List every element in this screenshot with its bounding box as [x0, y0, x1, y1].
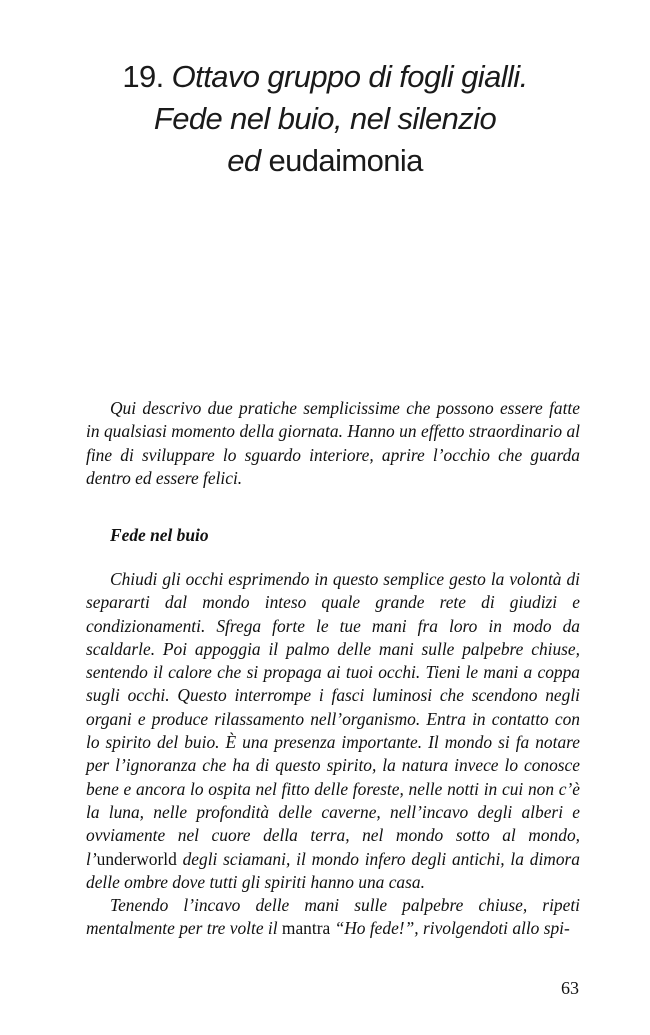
chapter-title	[0, 56, 650, 182]
chapter-title-line-2	[0, 98, 650, 140]
chapter-title-text-2: Fede nel buio, nel silenzio	[153, 101, 497, 136]
body-paragraph-1	[86, 568, 580, 894]
body-paragraph-1-part-a: Chiudi gli occhi esprimendo in questo semplice gesto la volontà di separarti dal mondo inteso quale grande rete di giudizi e condizionamenti. Sfrega forte le tue mani fra loro in modo da scaldarle. Poi appoggia il palmo delle mani sulle palpebre chiuse, sentendo il calore che si propaga ai tuoi occhi. Tieni le mani a coppa sugli occhi. Questo interrompe i fasci luminosi che scendono negli organi e produce rilassamento nell’organismo. Entra in contatto con lo spirito del buio. È una presenza importante. Il mondo si fa notare per l’ignoranza che ha di questo spirito, la natura invece lo conosce bene e ancora lo ospita nel fitto delle foreste, nelle notti in cui non c’è la luna, nelle profondità delle caverne, nell’incavo degli alberi e ovviamente nel cuore della terra, nel mondo sotto al mondo, l’	[86, 569, 580, 869]
intro-block	[86, 397, 580, 490]
body-paragraph-1-term: underworld	[96, 848, 177, 869]
chapter-title-text-1: Ottavo gruppo di fogli gialli.	[171, 59, 528, 94]
page-number: 63	[561, 978, 579, 998]
body-paragraph-1-part-b: degli sciamani, il mondo infero degli antichi, la dimora delle ombre dove tutti gli spiriti hanno una casa.	[86, 848, 580, 892]
chapter-title-text-3a: ed	[227, 143, 261, 178]
chapter-title-line-3	[0, 140, 650, 182]
intro-paragraph: Qui descrivo due pratiche semplicissime che possono essere fatte in qualsiasi momento della giornata. Hanno un effetto straordinario al fine di sviluppare lo sguardo interiore, aprire l’occhio che guarda dentro ed essere felici.	[86, 398, 580, 488]
section-body	[86, 568, 580, 941]
body-paragraph-2-part-b: “Ho fede!”, rivolgendoti allo spi-	[330, 918, 570, 939]
chapter-number: 19.	[122, 59, 164, 94]
section-heading: Fede nel buio	[110, 525, 209, 545]
body-paragraph-2	[86, 894, 580, 941]
chapter-title-line-1	[0, 56, 650, 98]
body-paragraph-2-term: mantra	[281, 918, 331, 939]
body-paragraph-2-part-a: Tenendo l’incavo delle mani sulle palpebre chiuse, ripeti mentalmente per tre volte il	[86, 895, 580, 939]
chapter-title-text-3b: eudaimonia	[268, 143, 423, 178]
